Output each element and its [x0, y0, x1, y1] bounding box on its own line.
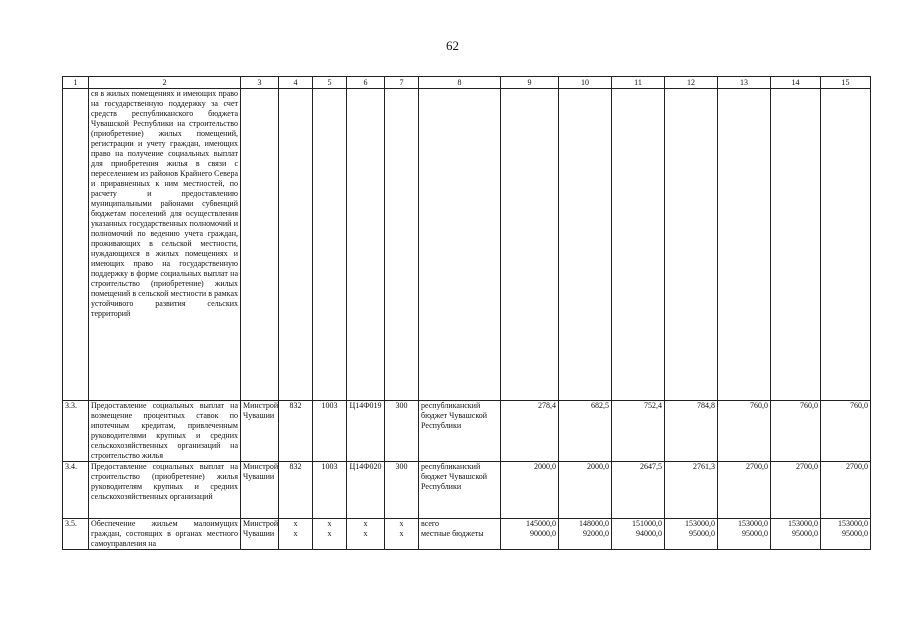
expense-type-line: 300	[395, 462, 408, 471]
column-header: 14	[771, 77, 821, 89]
grbs-code	[279, 401, 313, 462]
year-value	[718, 89, 771, 401]
year-value-line: 2700,0	[746, 462, 768, 471]
year-value-line: 95000,0	[792, 529, 818, 538]
year-value	[665, 519, 718, 550]
column-header: 15	[821, 77, 871, 89]
year-value-line: 145000,0	[526, 519, 556, 528]
year-value	[612, 462, 665, 519]
year-value-line: 153000,0	[788, 519, 818, 528]
expense-type-line: х	[399, 529, 404, 538]
funding-source-line: республиканский бюджет Чувашской Республики	[421, 401, 488, 430]
year-value	[501, 401, 559, 462]
expense-type	[385, 462, 419, 519]
section-code	[313, 89, 347, 401]
target-code-line: Ц14Ф019	[349, 401, 382, 410]
funding-source-line: республиканский бюджет Чувашской Республики	[421, 462, 488, 491]
executor: Минстрой Чувашии	[241, 401, 279, 462]
column-header: 4	[279, 77, 313, 89]
row-number: 3.3.	[63, 401, 89, 462]
executor: Минстрой Чувашии	[241, 462, 279, 519]
year-value	[771, 401, 821, 462]
column-header: 2	[89, 77, 241, 89]
year-value-line: 92000,0	[583, 529, 609, 538]
year-value-line: 752,4	[644, 401, 662, 410]
year-value	[665, 89, 718, 401]
funding-source	[419, 401, 501, 462]
year-value-line: 153000,0	[838, 519, 868, 528]
column-header: 5	[313, 77, 347, 89]
year-value-line: 90000,0	[530, 529, 556, 538]
year-value	[612, 401, 665, 462]
year-value	[771, 89, 821, 401]
grbs-code-line: х	[293, 529, 298, 538]
column-header: 11	[612, 77, 665, 89]
grbs-code	[279, 519, 313, 550]
section-code-line: х	[327, 529, 332, 538]
table-row	[63, 462, 871, 519]
year-value-line: 2000,0	[534, 462, 556, 471]
target-code	[347, 89, 385, 401]
year-value	[718, 401, 771, 462]
year-value	[821, 89, 871, 401]
year-value-line: 153000,0	[738, 519, 768, 528]
funding-source-line: всего	[421, 519, 440, 528]
expense-type	[385, 401, 419, 462]
column-header: 13	[718, 77, 771, 89]
year-value-line: 2700,0	[846, 462, 868, 471]
grbs-code-line: 832	[289, 462, 302, 471]
year-value-line: 760,0	[750, 401, 768, 410]
year-value-line: 2647,5	[640, 462, 662, 471]
year-value-line: 760,0	[850, 401, 868, 410]
year-value	[718, 519, 771, 550]
year-value-line: 2761,3	[693, 462, 715, 471]
year-value-line: 95000,0	[689, 529, 715, 538]
funding-source-line: местные бюджеты	[421, 529, 484, 538]
year-value-line: 95000,0	[842, 529, 868, 538]
section-code-line: 1003	[321, 401, 338, 410]
section-code-line: 1003	[321, 462, 338, 471]
year-value	[559, 401, 612, 462]
column-header: 1	[63, 77, 89, 89]
year-value	[821, 519, 871, 550]
year-value	[771, 462, 821, 519]
table-row	[63, 519, 871, 550]
year-value-line: 760,0	[800, 401, 818, 410]
expense-type-line: 300	[395, 401, 408, 410]
measure-name: ся в жилых помещениях и имеющих право на государственную поддержку за счет средств республиканского бюджета Чувашской Республики на строительство (приобретение) жилых помещений, регистрации и учету граждан, имеющих право на получение социальных выплат для приобретения жилья в связи с переселением из районов Крайнего Севера и приравненных к ним местностей, по расчету и предоставлению муниципальными районами субвенций бюджетам поселений для осуществления указанных государственных полномочий и полномочий по ведению учета граждан, проживающих в сельской местности, нуждающихся в жилых помещениях и имеющих право на государственную поддержку в форме социальных выплат на строительство (приобретение) жилых помещений в сельской местности в рамках устойчивого развития сельских территорий	[89, 89, 241, 401]
year-value	[501, 89, 559, 401]
row-number: 3.5.	[63, 519, 89, 550]
measure-name: Предоставление социальных выплат на возмещение процентных ставок по ипотечным кредитам, привлеченным руководителями крупных и средних сельскохозяйственных организаций на строительство жилья	[89, 401, 241, 462]
measure-name: Предоставление социальных выплат на строительство (приобретение) жилья руководителям крупных и средних сельскохозяйственных организаций	[89, 462, 241, 519]
year-value	[665, 401, 718, 462]
column-header: 6	[347, 77, 385, 89]
grbs-code-line: 832	[289, 401, 302, 410]
row-number: 3.4.	[63, 462, 89, 519]
funding-source	[419, 519, 501, 550]
year-value-line: 151000,0	[632, 519, 662, 528]
year-value	[612, 519, 665, 550]
section-code-line: х	[327, 519, 332, 528]
column-number-row	[63, 77, 871, 89]
year-value	[501, 519, 559, 550]
budget-table	[62, 76, 871, 550]
year-value	[771, 519, 821, 550]
year-value-line: 94000,0	[636, 529, 662, 538]
target-code	[347, 519, 385, 550]
year-value-line: 148000,0	[579, 519, 609, 528]
column-header: 12	[665, 77, 718, 89]
target-code-line: х	[363, 529, 368, 538]
year-value	[559, 519, 612, 550]
grbs-code	[279, 462, 313, 519]
year-value	[821, 462, 871, 519]
year-value	[665, 462, 718, 519]
year-value	[821, 401, 871, 462]
year-value-line: 2700,0	[796, 462, 818, 471]
table-row	[63, 401, 871, 462]
measure-name: Обеспечение жильем малоимущих граждан, состоящих в органах местного самоуправления на	[89, 519, 241, 550]
target-code	[347, 401, 385, 462]
year-value-line: 278,4	[538, 401, 556, 410]
target-code-line: Ц14Ф020	[349, 462, 382, 471]
row-number	[63, 89, 89, 401]
column-header: 8	[419, 77, 501, 89]
year-value	[612, 89, 665, 401]
year-value-line: 95000,0	[742, 529, 768, 538]
year-value-line: 682,5	[591, 401, 609, 410]
grbs-code-line: х	[293, 519, 298, 528]
year-value-line: 2000,0	[587, 462, 609, 471]
year-value-line: 784,8	[697, 401, 715, 410]
expense-type	[385, 89, 419, 401]
grbs-code	[279, 89, 313, 401]
column-header: 3	[241, 77, 279, 89]
expense-type-line: х	[399, 519, 404, 528]
funding-source	[419, 462, 501, 519]
executor: Минстрой Чувашии	[241, 519, 279, 550]
section-code	[313, 519, 347, 550]
section-code	[313, 401, 347, 462]
page-number: 62	[446, 38, 459, 53]
year-value-line: 153000,0	[685, 519, 715, 528]
column-header: 7	[385, 77, 419, 89]
funding-source	[419, 89, 501, 401]
year-value	[501, 462, 559, 519]
target-code-line: х	[363, 519, 368, 528]
year-value	[559, 462, 612, 519]
table-row	[63, 89, 871, 401]
expense-type	[385, 519, 419, 550]
column-header: 10	[559, 77, 612, 89]
year-value	[559, 89, 612, 401]
executor	[241, 89, 279, 401]
section-code	[313, 462, 347, 519]
year-value	[718, 462, 771, 519]
column-header: 9	[501, 77, 559, 89]
target-code	[347, 462, 385, 519]
